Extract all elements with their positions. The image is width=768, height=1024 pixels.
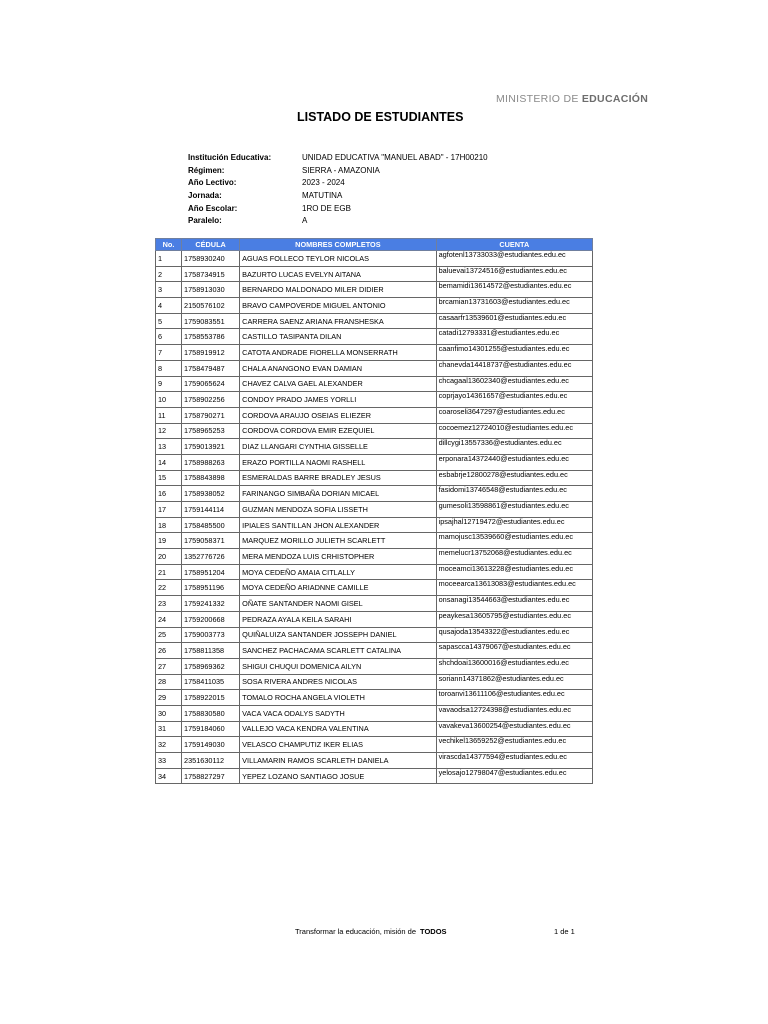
cell-account: yelosajo12798047@estudiantes.edu.ec (436, 768, 592, 784)
table-row (156, 564, 593, 580)
cell-no: 16 (156, 486, 182, 502)
meta-label: Institución Educativa: (188, 153, 272, 162)
meta-label: Paralelo: (188, 216, 222, 226)
cell-name: GUZMAN MENDOZA SOFIA LISSETH (240, 502, 436, 518)
cell-account: esbabrje12800278@estudiantes.edu.ec (436, 470, 592, 486)
cell-account: moceamci13613228@estudiantes.edu.ec (436, 564, 592, 580)
cell-account: casaarfr13539601@estudiantes.edu.ec (436, 313, 592, 329)
cell-cedula: 1759144114 (182, 502, 240, 518)
meta-row (188, 204, 488, 217)
cell-no: 5 (156, 313, 182, 329)
cell-account: coaroseli3647297@estudiantes.edu.ec (436, 407, 592, 423)
cell-cedula: 1758830580 (182, 705, 240, 721)
institution-info (188, 153, 488, 229)
cell-name: BERNARDO MALDONADO MILER DIDIER (240, 282, 436, 298)
table-row (156, 753, 593, 769)
header-account: CUENTA (436, 239, 592, 251)
cell-no: 28 (156, 674, 182, 690)
cell-name: MOYA CEDEÑO AMAIA CITLALLY (240, 564, 436, 580)
cell-no: 31 (156, 721, 182, 737)
table-row (156, 282, 593, 298)
cell-name: IPIALES SANTILLAN JHON ALEXANDER (240, 517, 436, 533)
cell-account: caanfimo14301255@estudiantes.edu.ec (436, 345, 592, 361)
cell-account: dillcygi13557336@estudiantes.edu.ec (436, 439, 592, 455)
table-body (156, 251, 593, 784)
cell-cedula: 1758827297 (182, 768, 240, 784)
cell-cedula: 1758411035 (182, 674, 240, 690)
table-row (156, 329, 593, 345)
cell-name: VALLEJO VACA KENDRA VALENTINA (240, 721, 436, 737)
brand-bold: EDUCACIÓN (581, 93, 649, 105)
cell-no: 20 (156, 549, 182, 565)
cell-cedula: 1758734915 (182, 266, 240, 282)
cell-no: 17 (156, 502, 182, 518)
cell-account: peaykesa13605795@estudiantes.edu.ec (436, 611, 592, 627)
cell-no: 14 (156, 454, 182, 470)
cell-no: 24 (156, 611, 182, 627)
cell-cedula: 2150576102 (182, 298, 240, 314)
table-row (156, 439, 593, 455)
cell-no: 27 (156, 658, 182, 674)
cell-name: CORDOVA CORDOVA EMIR EZEQUIEL (240, 423, 436, 439)
cell-name: DIAZ LLANGARI CYNTHIA GISSELLE (240, 439, 436, 455)
students-table (155, 238, 593, 784)
cell-account: toroanvi13611106@estudiantes.edu.ec (436, 690, 592, 706)
cell-no: 30 (156, 705, 182, 721)
table-row (156, 360, 593, 376)
cell-no: 1 (156, 251, 182, 267)
cell-no: 3 (156, 282, 182, 298)
cell-name: SHIGUI CHUQUI DOMENICA AILYN (240, 658, 436, 674)
cell-account: sapascca14379067@estudiantes.edu.ec (436, 643, 592, 659)
meta-row (188, 153, 488, 166)
cell-account: ipsajhal12719472@estudiantes.edu.ec (436, 517, 592, 533)
cell-no: 29 (156, 690, 182, 706)
cell-name: SANCHEZ PACHACAMA SCARLETT CATALINA (240, 643, 436, 659)
cell-account: chanevda14418737@estudiantes.edu.ec (436, 360, 592, 376)
cell-name: FARINANGO SIMBAÑA DORIAN MICAEL (240, 486, 436, 502)
cell-no: 6 (156, 329, 182, 345)
cell-cedula: 1759003773 (182, 627, 240, 643)
table-row (156, 674, 593, 690)
cell-cedula: 1758479487 (182, 360, 240, 376)
table-row (156, 580, 593, 596)
cell-cedula: 1758902256 (182, 392, 240, 408)
cell-account: gumesoli13598861@estudiantes.edu.ec (436, 502, 592, 518)
cell-name: SOSA RIVERA ANDRES NICOLAS (240, 674, 436, 690)
cell-account: brcamian13731603@estudiantes.edu.ec (436, 298, 592, 314)
table-row (156, 502, 593, 518)
meta-value: 2023 - 2024 (302, 178, 345, 188)
cell-cedula: 1758919912 (182, 345, 240, 361)
table-row (156, 517, 593, 533)
ministry-logo (496, 93, 648, 105)
meta-value: A (302, 216, 308, 226)
cell-account: erponara14372440@estudiantes.edu.ec (436, 454, 592, 470)
cell-no: 11 (156, 407, 182, 423)
cell-cedula: 1758913030 (182, 282, 240, 298)
header-no: No. (156, 239, 182, 251)
cell-name: QUIÑALUIZA SANTANDER JOSSEPH DANIEL (240, 627, 436, 643)
table-header-row (156, 239, 593, 251)
table-row (156, 251, 593, 267)
cell-no: 34 (156, 768, 182, 784)
cell-account: mamojusc13539660@estudiantes.edu.ec (436, 533, 592, 549)
table-row (156, 345, 593, 361)
cell-cedula: 1758553786 (182, 329, 240, 345)
brand-prefix: MINISTERIO DE (496, 93, 579, 105)
cell-no: 23 (156, 596, 182, 612)
cell-cedula: 1759065624 (182, 376, 240, 392)
cell-no: 8 (156, 360, 182, 376)
cell-cedula: 1759241332 (182, 596, 240, 612)
table-row (156, 392, 593, 408)
cell-name: VACA VACA ODALYS SADYTH (240, 705, 436, 721)
cell-cedula: 1758951204 (182, 564, 240, 580)
cell-cedula: 1758965253 (182, 423, 240, 439)
cell-no: 19 (156, 533, 182, 549)
table-row (156, 549, 593, 565)
cell-name: PEDRAZA AYALA KEILA SARAHI (240, 611, 436, 627)
cell-name: CONDOY PRADO JAMES YORLLI (240, 392, 436, 408)
table-row (156, 423, 593, 439)
page-title: LISTADO DE ESTUDIANTES (297, 110, 464, 124)
meta-label: Régimen: (188, 165, 225, 175)
cell-no: 33 (156, 753, 182, 769)
page-number: 1 de 1 (554, 927, 575, 936)
cell-no: 21 (156, 564, 182, 580)
cell-name: BAZURTO LUCAS EVELYN AITANA (240, 266, 436, 282)
table-row (156, 705, 593, 721)
table-row (156, 486, 593, 502)
table-row (156, 313, 593, 329)
table-row (156, 768, 593, 784)
cell-account: agfotenl13733033@estudiantes.edu.ec (436, 251, 592, 267)
table-row (156, 611, 593, 627)
cell-cedula: 1758843898 (182, 470, 240, 486)
cell-account: memelucr13752068@estudiantes.edu.ec (436, 549, 592, 565)
cell-name: MOYA CEDEÑO ARIADNNE CAMILLE (240, 580, 436, 596)
meta-row (188, 178, 488, 191)
table-row (156, 690, 593, 706)
meta-value: MATUTINA (302, 191, 343, 201)
table-row (156, 596, 593, 612)
cell-name: MARQUEZ MORILLO JULIETH SCARLETT (240, 533, 436, 549)
cell-no: 18 (156, 517, 182, 533)
table-row (156, 407, 593, 423)
cell-cedula: 1758951196 (182, 580, 240, 596)
cell-cedula: 1758988263 (182, 454, 240, 470)
table-row (156, 627, 593, 643)
cell-account: virascda14377594@estudiantes.edu.ec (436, 753, 592, 769)
meta-value: SIERRA - AMAZONIA (302, 165, 380, 175)
cell-name: ESMERALDAS BARRE BRADLEY JESUS (240, 470, 436, 486)
cell-cedula: 1758922015 (182, 690, 240, 706)
cell-name: BRAVO CAMPOVERDE MIGUEL ANTONIO (240, 298, 436, 314)
cell-name: YEPEZ LOZANO SANTIAGO JOSUE (240, 768, 436, 784)
cell-account: cocoemez12724010@estudiantes.edu.ec (436, 423, 592, 439)
cell-account: shchdoai13600016@estudiantes.edu.ec (436, 658, 592, 674)
cell-no: 10 (156, 392, 182, 408)
cell-account: qusajoda13543322@estudiantes.edu.ec (436, 627, 592, 643)
cell-no: 26 (156, 643, 182, 659)
meta-label: Año Escolar: (188, 203, 238, 213)
cell-account: soriann14371862@estudiantes.edu.ec (436, 674, 592, 690)
cell-name: MERA MENDOZA LUIS CRHISTOPHER (240, 549, 436, 565)
cell-account: baluevai13724516@estudiantes.edu.ec (436, 266, 592, 282)
cell-account: fasidomi13746548@estudiantes.edu.ec (436, 486, 592, 502)
cell-cedula: 1758485500 (182, 517, 240, 533)
table-row (156, 470, 593, 486)
table-row (156, 266, 593, 282)
cell-name: CATOTA ANDRADE FIORELLA MONSERRATH (240, 345, 436, 361)
cell-cedula: 1759184060 (182, 721, 240, 737)
cell-name: CHALA ANANGONO EVAN DAMIAN (240, 360, 436, 376)
cell-name: CORDOVA ARAUJO OSEIAS ELIEZER (240, 407, 436, 423)
cell-cedula: 1759149030 (182, 737, 240, 753)
footer-text: Transformar la educación, misión de (295, 927, 417, 936)
cell-cedula: 1759058371 (182, 533, 240, 549)
cell-name: CASTILLO TASIPANTA DILAN (240, 329, 436, 345)
cell-cedula: 1759200668 (182, 611, 240, 627)
cell-no: 13 (156, 439, 182, 455)
cell-cedula: 1758811358 (182, 643, 240, 659)
header-cedula: CÉDULA (182, 239, 240, 251)
table-row (156, 737, 593, 753)
cell-account: chcagaal13602340@estudiantes.edu.ec (436, 376, 592, 392)
cell-name: AGUAS FOLLECO TEYLOR NICOLAS (240, 251, 436, 267)
cell-no: 12 (156, 423, 182, 439)
meta-row (188, 216, 488, 229)
cell-name: TOMALO ROCHA ANGELA VIOLETH (240, 690, 436, 706)
cell-cedula: 1759083551 (182, 313, 240, 329)
cell-cedula: 1352776726 (182, 549, 240, 565)
meta-row (188, 191, 488, 204)
cell-account: vechikel13659252@estudiantes.edu.ec (436, 737, 592, 753)
meta-value: UNIDAD EDUCATIVA "MANUEL ABAD" - 17H00210 (302, 153, 488, 162)
table-row (156, 721, 593, 737)
cell-account: vavaodsa12724398@estudiantes.edu.ec (436, 705, 592, 721)
cell-name: OÑATE SANTANDER NAOMI GISEL (240, 596, 436, 612)
cell-name: VILLAMARIN RAMOS SCARLETH DANIELA (240, 753, 436, 769)
table-row (156, 533, 593, 549)
cell-name: ERAZO PORTILLA NAOMI RASHELL (240, 454, 436, 470)
cell-cedula: 1758930240 (182, 251, 240, 267)
table-row (156, 454, 593, 470)
cell-name: CARRERA SAENZ ARIANA FRANSHESKA (240, 313, 436, 329)
cell-name: VELASCO CHAMPUTIZ IKER ELIAS (240, 737, 436, 753)
cell-account: moceearca13613083@estudiantes.edu.ec (436, 580, 592, 596)
cell-no: 2 (156, 266, 182, 282)
table-row (156, 643, 593, 659)
cell-cedula: 1758938052 (182, 486, 240, 502)
cell-no: 7 (156, 345, 182, 361)
cell-account: catadi12793331@estudiantes.edu.ec (436, 329, 592, 345)
meta-label: Jornada: (188, 191, 222, 201)
cell-no: 9 (156, 376, 182, 392)
table-row (156, 298, 593, 314)
cell-cedula: 1758790271 (182, 407, 240, 423)
meta-value: 1RO DE EGB (302, 203, 351, 213)
table-row (156, 376, 593, 392)
cell-name: CHAVEZ CALVA GAEL ALEXANDER (240, 376, 436, 392)
cell-account: coprjayo14361657@estudiantes.edu.ec (436, 392, 592, 408)
cell-no: 22 (156, 580, 182, 596)
cell-cedula: 1759013921 (182, 439, 240, 455)
cell-cedula: 1758969362 (182, 658, 240, 674)
table-row (156, 658, 593, 674)
cell-no: 25 (156, 627, 182, 643)
cell-no: 32 (156, 737, 182, 753)
header-names: NOMBRES COMPLETOS (240, 239, 436, 251)
meta-row (188, 166, 488, 179)
cell-account: vavakeva13600254@estudiantes.edu.ec (436, 721, 592, 737)
cell-account: bemamidi13614572@estudiantes.edu.ec (436, 282, 592, 298)
cell-account: onsanagi13544663@estudiantes.edu.ec (436, 596, 592, 612)
cell-no: 15 (156, 470, 182, 486)
cell-no: 4 (156, 298, 182, 314)
meta-label: Año Lectivo: (188, 178, 237, 188)
cell-cedula: 2351630112 (182, 753, 240, 769)
footer-bold: TODOS (420, 927, 447, 936)
footer-slogan (295, 927, 447, 936)
